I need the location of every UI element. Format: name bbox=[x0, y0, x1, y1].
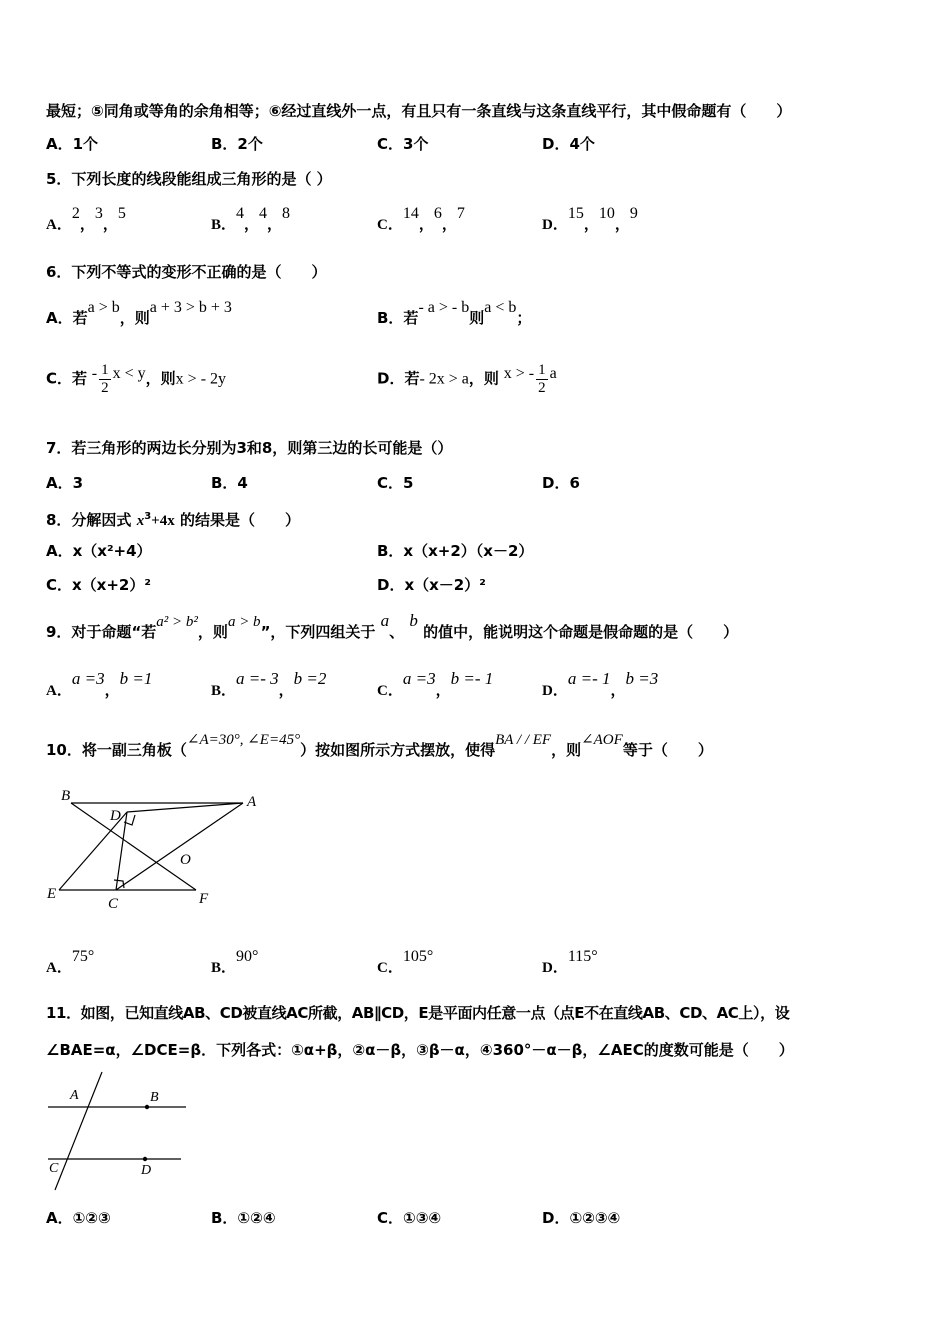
q10-pre: 10．将一副三角板（ bbox=[46, 741, 187, 759]
q6-a-then: ，则 bbox=[119, 309, 150, 327]
q5-d-label: D． bbox=[542, 217, 568, 233]
intro-line: 最短；⑤同角或等角的余角相等；⑥经过直线外一点，有且只有一条直线与这条直线平行，其中假命题有（ ） bbox=[46, 102, 792, 120]
q11-label-d: D bbox=[141, 1163, 152, 1178]
q9-d-p1: a =- 1 bbox=[567, 669, 611, 688]
q9-cond: a² > b² bbox=[156, 614, 198, 630]
q10-label-b: B bbox=[61, 788, 71, 804]
q8-option-d[interactable]: D．x（x－2）² bbox=[377, 576, 486, 594]
q9-res: a > b bbox=[227, 614, 261, 630]
q9-stem bbox=[46, 611, 739, 643]
q6-b-tail: ； bbox=[516, 309, 532, 327]
q5-option-d[interactable]: D．15，10，9 bbox=[542, 205, 638, 233]
q8-stem bbox=[46, 507, 300, 531]
q10-label-f: F bbox=[199, 891, 209, 907]
q8-expr-rest: +4x bbox=[151, 513, 175, 529]
q11-point-d bbox=[143, 1157, 147, 1161]
q10-c-val: 105° bbox=[402, 948, 434, 965]
q6-stem: 6．下列不等式的变形不正确的是（ ） bbox=[46, 263, 327, 281]
q11-option-c[interactable]: C．①③④ bbox=[377, 1209, 442, 1227]
q6-c-label: C．若 bbox=[46, 369, 88, 388]
q5-d-v1: 15 bbox=[567, 205, 584, 222]
q5-option-b[interactable]: B．4，4，8 bbox=[211, 205, 291, 233]
q6-c-den: 2 bbox=[101, 380, 109, 396]
q7-option-d[interactable]: D．6 bbox=[542, 474, 580, 492]
q10-angles: ∠A=30°, ∠E=45° bbox=[186, 732, 301, 748]
q9-option-c[interactable]: C．a =3，b =- 1 bbox=[377, 669, 494, 699]
q5-c-v2: 6 bbox=[433, 205, 442, 222]
q6-b-then: 则 bbox=[469, 309, 485, 327]
q8-stem-pre: 8．分解因式 bbox=[46, 511, 132, 529]
q6-c-fraction bbox=[99, 362, 111, 397]
q10-line-da bbox=[127, 803, 243, 812]
q6-option-b[interactable] bbox=[377, 299, 532, 329]
q8-expr-x: x bbox=[136, 513, 145, 529]
q9-a-p1: a =3 bbox=[71, 669, 105, 688]
q9-mid: ，则 bbox=[197, 623, 228, 641]
q6-d-label: D．若 bbox=[377, 369, 420, 388]
q5-stem: 5．下列长度的线段能组成三角形的是（ ） bbox=[46, 170, 332, 188]
q10-figure bbox=[40, 782, 270, 912]
q5-c-v3: 7 bbox=[456, 205, 465, 222]
q10-mid: ）按如图所示方式摆放，使得 bbox=[300, 741, 496, 759]
q8-stem-post: 的结果是（ ） bbox=[179, 511, 300, 529]
q5-a-label: A． bbox=[46, 217, 72, 233]
q10-ang: ∠AOF bbox=[581, 732, 623, 748]
q5-b-label: B． bbox=[211, 217, 237, 233]
q9-sep: 、 bbox=[389, 623, 405, 641]
q11-line1: 11．如图，已知直线AB、CD被直线AC所截，AB∥CD，E是平面内任意一点（点E不在直线AB、CD、AC上），设 bbox=[46, 1004, 790, 1022]
q5-b-v1: 4 bbox=[236, 205, 245, 222]
q9-c-p2: b =- 1 bbox=[450, 669, 494, 688]
q10-option-d[interactable] bbox=[542, 948, 598, 978]
intro-option-c[interactable]: C．3个 bbox=[377, 135, 429, 153]
q9-b-p1: a =- 3 bbox=[236, 669, 279, 688]
q10-c-label: C． bbox=[377, 960, 403, 976]
q10-label-d: D bbox=[110, 808, 121, 824]
q6-d-then: ，则 bbox=[468, 369, 499, 388]
q6-option-d[interactable] bbox=[377, 362, 557, 397]
q10-option-c[interactable] bbox=[377, 948, 434, 978]
q10-label-e: E bbox=[47, 886, 57, 902]
q5-option-c[interactable]: C．14，6，7 bbox=[377, 205, 465, 233]
q6-d-var: a bbox=[549, 364, 557, 382]
q11-label-a: A bbox=[70, 1088, 79, 1103]
q5-a-v1: 2 bbox=[71, 205, 80, 222]
q7-stem: 7．若三角形的两边长分别为3和8，则第三边的长可能是（） bbox=[46, 439, 453, 457]
q9-post: 的值中，能说明这个命题是假命题的是（ ） bbox=[423, 623, 739, 641]
q9-d-p2: b =3 bbox=[625, 669, 659, 688]
q5-c-v1: 14 bbox=[402, 205, 419, 222]
q9-option-a[interactable]: A．a =3，b =1 bbox=[46, 669, 153, 699]
q6-c-neg: - bbox=[91, 364, 98, 382]
q5-option-a[interactable]: A．2，3，5 bbox=[46, 205, 126, 233]
q9-pre: 9．对于命题“若 bbox=[46, 623, 157, 641]
q5-d-v2: 10 bbox=[598, 205, 615, 222]
q7-option-c[interactable]: C．5 bbox=[377, 474, 414, 492]
q6-d-den: 2 bbox=[538, 380, 546, 396]
q9-d-label: D． bbox=[542, 683, 568, 699]
q10-a-val: 75° bbox=[71, 948, 95, 965]
intro-option-b[interactable]: B．2个 bbox=[211, 135, 263, 153]
q9-c-p1: a =3 bbox=[402, 669, 436, 688]
q8-option-c[interactable]: C．x（x+2）² bbox=[46, 576, 151, 594]
q10-post: 等于（ ） bbox=[622, 741, 713, 759]
q7-option-b[interactable]: B．4 bbox=[211, 474, 248, 492]
q9-option-b[interactable]: B．a =- 3，b =2 bbox=[211, 669, 327, 699]
q9-a-p2: b =1 bbox=[119, 669, 153, 688]
q6-c-then: ，则 bbox=[145, 369, 176, 388]
q10-b-val: 90° bbox=[236, 948, 259, 965]
q9-option-d[interactable]: D．a =- 1，b =3 bbox=[542, 669, 659, 699]
q10-label-c: C bbox=[108, 896, 119, 912]
q10-mid2: ，则 bbox=[551, 741, 582, 759]
q5-d-v3: 9 bbox=[629, 205, 638, 222]
q9-c-label: C． bbox=[377, 683, 403, 699]
q11-line2: ∠BAE=α，∠DCE=β．下列各式：①α+β，②α－β，③β－α，④360°－α－β，∠AEC的度数可能是（ ） bbox=[46, 1041, 794, 1059]
q6-b-label: B．若 bbox=[377, 309, 419, 327]
q5-b-v3: 8 bbox=[282, 205, 291, 222]
q6-c-res: x > - 2y bbox=[175, 370, 227, 388]
q10-label-a: A bbox=[247, 794, 257, 810]
q10-option-a[interactable] bbox=[46, 948, 95, 978]
q5-b-v2: 4 bbox=[259, 205, 268, 222]
q6-d-fraction bbox=[536, 362, 548, 397]
q11-figure bbox=[40, 1068, 190, 1193]
q6-option-c[interactable] bbox=[46, 362, 226, 397]
q10-option-b[interactable] bbox=[211, 948, 259, 978]
q9-b-p2: b =2 bbox=[293, 669, 327, 688]
q10-par: BA / / EF bbox=[495, 732, 552, 748]
q5-c-label: C． bbox=[377, 217, 403, 233]
q11-option-a[interactable]: A．①②③ bbox=[46, 1209, 111, 1227]
intro-option-a[interactable]: A．1个 bbox=[46, 135, 99, 153]
q8-expr-exp: 3 bbox=[144, 511, 152, 522]
q6-option-a[interactable] bbox=[46, 299, 232, 329]
q11-label-c: C bbox=[49, 1161, 59, 1176]
q9-a-label: A． bbox=[46, 683, 72, 699]
q9-b-label: B． bbox=[211, 683, 237, 699]
q6-c-rest: x < y bbox=[112, 364, 146, 382]
q6-d-cond: - 2x > a bbox=[419, 370, 469, 388]
q5-a-v3: 5 bbox=[117, 205, 126, 222]
q6-a-res: a + 3 > b + 3 bbox=[149, 299, 232, 316]
q11-option-b[interactable]: B．①②④ bbox=[211, 1209, 276, 1227]
q9-v1: a bbox=[380, 611, 390, 630]
q9-mid2: ”，下列四组关于 bbox=[260, 623, 376, 641]
q10-d-label: D． bbox=[542, 960, 568, 976]
q10-stem bbox=[46, 732, 713, 761]
q6-a-label: A．若 bbox=[46, 309, 88, 327]
intro-option-d[interactable]: D．4个 bbox=[542, 135, 595, 153]
q6-d-lhs: x > - bbox=[503, 364, 535, 382]
q7-option-a[interactable]: A．3 bbox=[46, 474, 84, 492]
q9-v2: b bbox=[409, 611, 418, 630]
q6-b-cond: - a > - b bbox=[418, 299, 470, 316]
q10-line-bf bbox=[71, 803, 196, 890]
q6-d-num: 1 bbox=[538, 362, 546, 378]
q6-c-num: 1 bbox=[101, 362, 109, 378]
q6-a-cond: a > b bbox=[87, 299, 120, 316]
q10-a-label: A． bbox=[46, 960, 72, 976]
q8-option-b[interactable]: B．x（x+2）（x－2） bbox=[377, 542, 534, 560]
q6-b-res: a < b bbox=[484, 299, 517, 316]
q11-label-b: B bbox=[150, 1090, 159, 1105]
q11-option-d[interactable]: D．①②③④ bbox=[542, 1209, 621, 1227]
q10-label-o: O bbox=[180, 852, 191, 868]
q10-d-val: 115° bbox=[567, 948, 598, 965]
q10-right-angle-c bbox=[114, 880, 124, 888]
q5-a-v2: 3 bbox=[94, 205, 103, 222]
q8-option-a[interactable]: A．x（x²+4） bbox=[46, 542, 152, 560]
q10-b-label: B． bbox=[211, 960, 237, 976]
q11-point-b bbox=[145, 1105, 149, 1109]
